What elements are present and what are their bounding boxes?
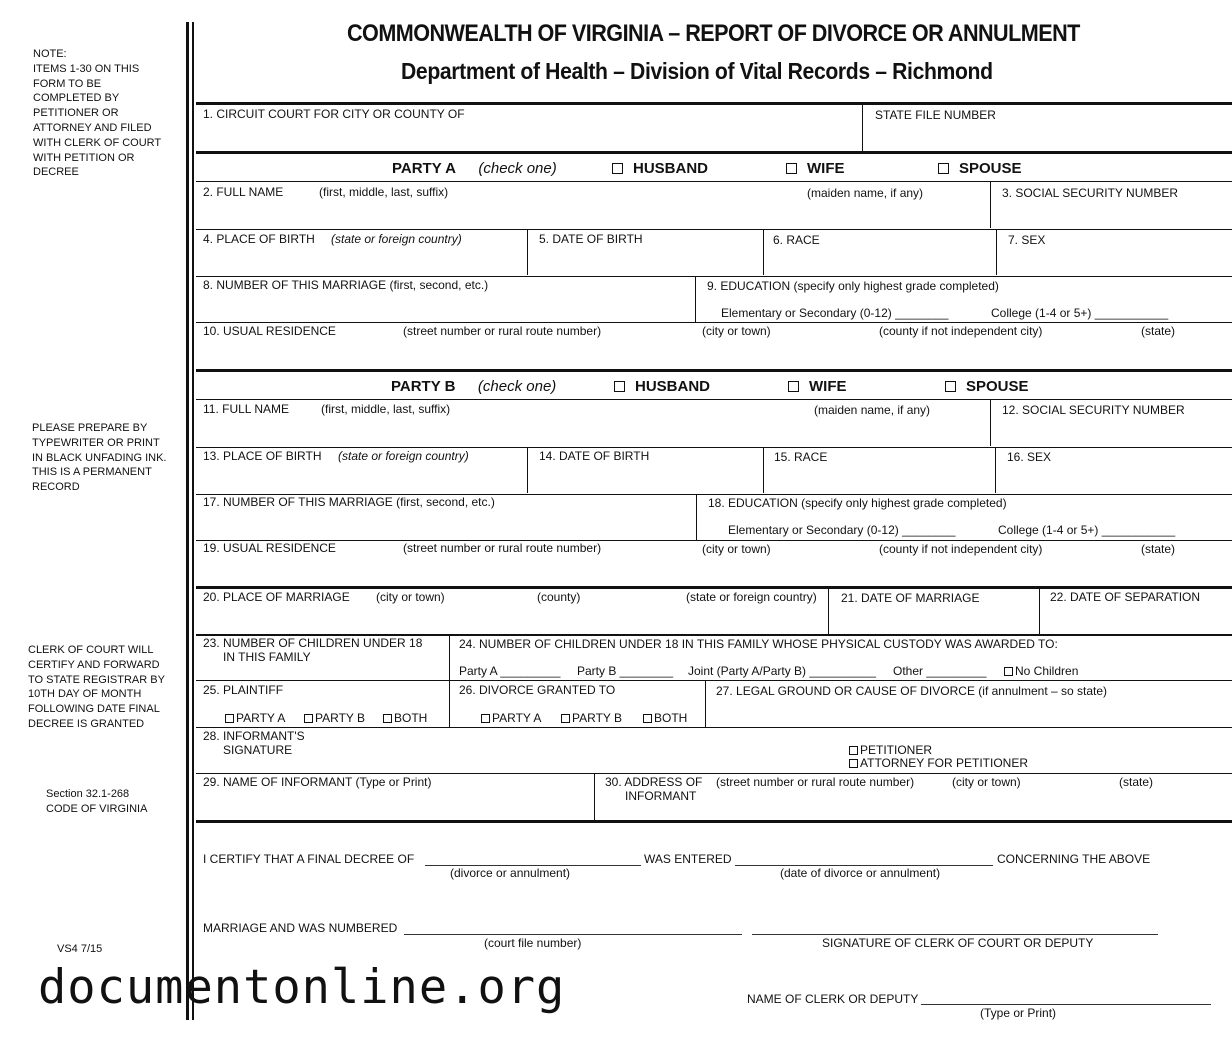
party-b-county-hint: (county if not independent city) <box>879 542 1043 556</box>
marriage-date-label: 21. DATE OF MARRIAGE <box>841 591 980 605</box>
party-b-residence-label: 19. USUAL RESIDENCE <box>203 541 336 555</box>
clerk-signature-hint: SIGNATURE OF CLERK OF COURT OR DEPUTY <box>822 936 1094 950</box>
party-a-check-one: (check one) <box>478 160 557 177</box>
party-a-elementary-field[interactable]: Elementary or Secondary (0-12) ________ <box>721 306 949 320</box>
checkbox-icon[interactable] <box>225 714 234 723</box>
party-b-marriage-number-label: 17. NUMBER OF THIS MARRIAGE (first, second, etc.) <box>203 495 495 509</box>
wife-label: WIFE <box>807 160 845 177</box>
certify-text: I CERTIFY THAT A FINAL DECREE OF <box>203 852 415 866</box>
plaintiff-label: 25. PLAINTIFF <box>203 683 284 697</box>
party-b-header <box>391 378 556 396</box>
party-a-college-field[interactable]: College (1-4 or 5+) ___________ <box>991 306 1169 320</box>
party-b-wife-option[interactable] <box>788 378 847 395</box>
clerk-name-label: NAME OF CLERK OR DEPUTY <box>747 992 919 1006</box>
court-file-hint: (court file number) <box>484 936 582 950</box>
plaintiff-both-option[interactable] <box>383 711 427 725</box>
granted-party-a-option[interactable] <box>481 711 541 725</box>
clerk-name-line[interactable] <box>921 1004 1211 1005</box>
party-b-ssn-label: 12. SOCIAL SECURITY NUMBER <box>1002 403 1185 417</box>
court-file-number-line[interactable] <box>404 934 742 935</box>
petitioner-label: PETITIONER <box>860 743 933 757</box>
no-children-label: No Children <box>1015 664 1079 678</box>
party-a-maiden-hint: (maiden name, if any) <box>807 186 924 200</box>
party-a-spouse-option[interactable] <box>938 160 1022 177</box>
separation-date-label: 22. DATE OF SEPARATION <box>1050 590 1201 604</box>
custody-other-field[interactable]: Other _________ <box>893 664 987 678</box>
form-subtitle: Department of Health – Division of Vital Records – Richmond <box>401 58 993 84</box>
party-a-marriage-number-label: 8. NUMBER OF THIS MARRIAGE (first, second, etc.) <box>203 278 489 292</box>
party-a-full-name-label: 2. FULL NAME <box>203 185 284 199</box>
party-b-name-hint: (first, middle, last, suffix) <box>321 402 451 416</box>
attorney-option[interactable] <box>849 756 1028 770</box>
checkbox-icon[interactable] <box>849 759 858 768</box>
petitioner-option[interactable] <box>849 743 932 757</box>
party-a-birthplace-hint: (state or foreign country) <box>331 232 462 246</box>
informant-name-label: 29. NAME OF INFORMANT (Type or Print) <box>203 775 432 789</box>
checkbox-icon[interactable] <box>304 714 313 723</box>
clerk-signature-line[interactable] <box>752 934 1158 935</box>
party-b-city-hint: (city or town) <box>702 542 771 556</box>
party-a-education-label: 9. EDUCATION (specify only highest grade completed) <box>707 279 999 293</box>
checkbox-icon[interactable] <box>849 746 858 755</box>
husband-label: HUSBAND <box>635 378 710 395</box>
party-b-birthplace-label: 13. PLACE OF BIRTH <box>203 449 322 463</box>
party-b-label: PARTY B <box>315 711 366 725</box>
party-b-race-label: 15. RACE <box>774 450 828 464</box>
checkbox-icon[interactable] <box>383 714 392 723</box>
informant-address-label: 30. ADDRESS OF INFORMANT <box>605 775 703 803</box>
party-b-check-one: (check one) <box>477 378 557 395</box>
party-b-street-hint: (street number or rural route number) <box>403 541 602 555</box>
checkbox-icon[interactable] <box>938 163 949 174</box>
attorney-label: ATTORNEY FOR PETITIONER <box>860 756 1029 770</box>
informant-state-hint: (state) <box>1119 775 1154 789</box>
clerk-name-hint: (Type or Print) <box>980 1006 1057 1020</box>
party-b-spouse-option[interactable] <box>945 378 1029 395</box>
decree-type-hint: (divorce or annulment) <box>450 866 571 880</box>
was-entered-text: WAS ENTERED <box>644 852 732 866</box>
party-b-education-label: 18. EDUCATION (specify only highest grade completed) <box>708 496 1007 510</box>
party-a-label: PARTY A <box>492 711 542 725</box>
spouse-label: SPOUSE <box>959 160 1022 177</box>
court-field-label: 1. CIRCUIT COURT FOR CITY OR COUNTY OF <box>203 107 465 121</box>
code-section: Section 32.1-268 CODE OF VIRGINIA <box>46 788 148 815</box>
husband-label: HUSBAND <box>633 160 708 177</box>
party-a-birthplace-label: 4. PLACE OF BIRTH <box>203 232 315 246</box>
party-b-elementary-field[interactable]: Elementary or Secondary (0-12) ________ <box>728 523 956 537</box>
checkbox-icon[interactable] <box>643 714 652 723</box>
party-a-header <box>392 160 557 178</box>
checkbox-icon[interactable] <box>786 163 797 174</box>
plaintiff-party-b-option[interactable] <box>304 711 365 725</box>
party-a-street-hint: (street number or rural route number) <box>403 324 602 338</box>
both-label: BOTH <box>394 711 428 725</box>
both-label: BOTH <box>654 711 688 725</box>
checkbox-icon[interactable] <box>614 381 625 392</box>
party-a-husband-option[interactable] <box>612 160 708 177</box>
watermark-text: documentonline.org <box>38 960 566 1015</box>
party-a-sex-label: 7. SEX <box>1008 233 1046 247</box>
form-id: VS4 7/15 <box>57 943 103 955</box>
form-title: COMMONWEALTH OF VIRGINIA – REPORT OF DIVORCE OR ANNULMENT <box>347 20 1080 47</box>
party-b-dob-label: 14. DATE OF BIRTH <box>539 449 650 463</box>
checkbox-icon[interactable] <box>561 714 570 723</box>
left-border-inner <box>192 22 194 1020</box>
informant-city-hint: (city or town) <box>952 775 1021 789</box>
checkbox-icon[interactable] <box>612 163 623 174</box>
divorce-granted-label: 26. DIVORCE GRANTED TO <box>459 683 616 697</box>
numbered-text: MARRIAGE AND WAS NUMBERED <box>203 921 398 935</box>
marriage-place-label: 20. PLACE OF MARRIAGE <box>203 590 350 604</box>
party-b-full-name-label: 11. FULL NAME <box>203 402 290 416</box>
party-a-label: PARTY A <box>236 711 286 725</box>
marriage-county-hint: (county) <box>537 590 581 604</box>
note-text: NOTE: ITEMS 1-30 ON THIS FORM TO BE COMPLETED BY PETITIONER OR ATTORNEY AND FILED WITH CLERK OF COURT WITH PETITION OR DECREE <box>33 48 162 179</box>
custody-label: 24. NUMBER OF CHILDREN UNDER 18 IN THIS FAMILY WHOSE PHYSICAL CUSTODY WAS AWARDED TO: <box>459 637 1058 651</box>
party-a-state-hint: (state) <box>1141 324 1176 338</box>
marriage-city-hint: (city or town) <box>376 590 445 604</box>
custody-party-b-field[interactable]: Party B ________ <box>577 664 674 678</box>
party-a-title: PARTY A <box>392 160 456 177</box>
party-b-college-field[interactable]: College (1-4 or 5+) ___________ <box>998 523 1176 537</box>
party-a-ssn-label: 3. SOCIAL SECURITY NUMBER <box>1002 186 1179 200</box>
party-a-city-hint: (city or town) <box>702 324 771 338</box>
custody-joint-field[interactable]: Joint (Party A/Party B) __________ <box>688 664 877 678</box>
spouse-label: SPOUSE <box>966 378 1029 395</box>
marriage-state-hint: (state or foreign country) <box>686 590 817 604</box>
custody-party-a-field[interactable]: Party A _________ <box>459 664 561 678</box>
party-b-title: PARTY B <box>391 378 456 395</box>
party-a-name-hint: (first, middle, last, suffix) <box>319 185 449 199</box>
prepare-instructions: PLEASE PREPARE BY TYPEWRITER OR PRINT IN BLACK UNFADING INK. THIS IS A PERMANENT RECORD <box>32 422 167 494</box>
party-b-sex-label: 16. SEX <box>1007 450 1052 464</box>
party-a-wife-option[interactable] <box>786 160 845 177</box>
left-border <box>186 22 189 1020</box>
concerning-text: CONCERNING THE ABOVE <box>997 852 1151 866</box>
clerk-instructions: CLERK OF COURT WILL CERTIFY AND FORWARD TO STATE REGISTRAR BY 10TH DAY OF MONTH FOLLOWING DATE FINAL DECREE IS GRANTED <box>28 644 165 730</box>
informant-street-hint: (street number or rural route number) <box>716 775 915 789</box>
informant-signature-label: 28. INFORMANT'S SIGNATURE <box>203 729 305 757</box>
checkbox-icon[interactable] <box>1004 667 1013 676</box>
state-file-label: STATE FILE NUMBER <box>875 108 996 122</box>
party-b-birthplace-hint: (state or foreign country) <box>338 449 469 463</box>
party-b-husband-option[interactable] <box>614 378 710 395</box>
checkbox-icon[interactable] <box>481 714 490 723</box>
plaintiff-party-a-option[interactable] <box>225 711 285 725</box>
party-a-residence-label: 10. USUAL RESIDENCE <box>203 324 336 338</box>
party-b-label: PARTY B <box>572 711 623 725</box>
decree-date-hint: (date of divorce or annulment) <box>780 866 941 880</box>
checkbox-icon[interactable] <box>788 381 799 392</box>
no-children-option[interactable] <box>1004 664 1078 678</box>
party-b-state-hint: (state) <box>1141 542 1176 556</box>
party-a-dob-label: 5. DATE OF BIRTH <box>539 232 643 246</box>
party-b-maiden-hint: (maiden name, if any) <box>814 403 931 417</box>
party-a-county-hint: (county if not independent city) <box>879 324 1043 338</box>
legal-ground-label: 27. LEGAL GROUND OR CAUSE OF DIVORCE (if annulment – so state) <box>716 684 1108 698</box>
checkbox-icon[interactable] <box>945 381 956 392</box>
children-count-label: 23. NUMBER OF CHILDREN UNDER 18 IN THIS FAMILY <box>203 636 423 664</box>
granted-party-b-option[interactable] <box>561 711 622 725</box>
granted-both-option[interactable] <box>643 711 687 725</box>
party-a-race-label: 6. RACE <box>773 233 820 247</box>
wife-label: WIFE <box>809 378 847 395</box>
